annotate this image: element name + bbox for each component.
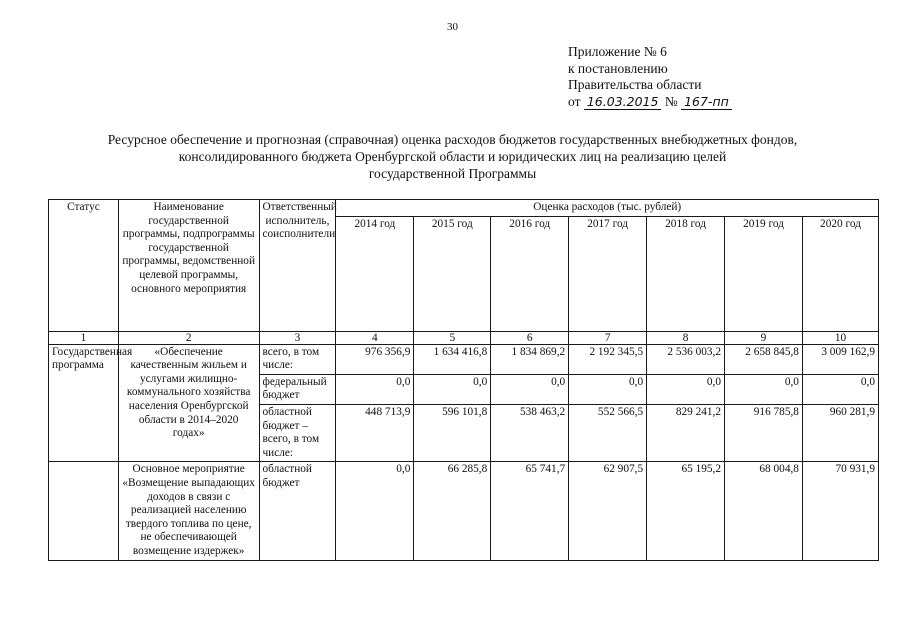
header-row [49, 200, 879, 217]
amount-cell: 0,0 [491, 374, 569, 404]
column-number: 2 [118, 331, 259, 344]
column-number: 3 [259, 331, 336, 344]
title-line-3: государственной Программы [368, 166, 537, 181]
amount-cell: 0,0 [647, 374, 725, 404]
amount-cell: 448 713,9 [336, 404, 414, 461]
amount-cell: 1 834 869,2 [491, 344, 569, 374]
header-year: 2020 год [802, 216, 878, 331]
amount-cell: 916 785,8 [725, 404, 803, 461]
amount-cell: 3 009 162,9 [802, 344, 878, 374]
number-label: № [664, 93, 678, 109]
column-number: 1 [49, 331, 119, 344]
resolution-date: 16.03.2015 [584, 95, 662, 110]
table-row-main-activity [49, 462, 879, 560]
row-executor: всего, в том числе: [259, 344, 336, 374]
appendix-line-resolution: к постановлению [568, 60, 668, 76]
amount-cell: 538 463,2 [491, 404, 569, 461]
amount-cell: 596 101,8 [414, 404, 491, 461]
column-number: 6 [491, 331, 569, 344]
amount-cell: 0,0 [569, 374, 647, 404]
amount-cell: 1 634 416,8 [414, 344, 491, 374]
table-row-total [49, 344, 879, 374]
column-number: 10 [802, 331, 878, 344]
amount-cell: 2 536 003,2 [647, 344, 725, 374]
amount-cell: 976 356,9 [336, 344, 414, 374]
program-status: Государственная программа [49, 344, 119, 462]
column-number: 4 [336, 331, 414, 344]
amount-cell: 2 192 345,5 [569, 344, 647, 374]
amount-cell: 68 004,8 [725, 462, 803, 560]
activity-name: Основное мероприятие «Возмещение выпадающих доходов в связи с реализацией населению твердого топлива по цене, не обеспечивающей возмещение издержек» [118, 462, 259, 560]
header-year: 2014 год [336, 216, 414, 331]
amount-cell: 62 907,5 [569, 462, 647, 560]
amount-cell: 960 281,9 [802, 404, 878, 461]
title-line-1: Ресурсное обеспечение и прогнозная (справочная) оценка расходов бюджетов государственных внебюджетных фондов, [107, 132, 798, 147]
row-executor: областной бюджет [259, 462, 336, 560]
amount-cell: 0,0 [414, 374, 491, 404]
header-status: Статус [49, 200, 119, 332]
appendix-date-line [568, 94, 732, 111]
amount-cell: 65 741,7 [491, 462, 569, 560]
from-label: от [568, 93, 581, 109]
amount-cell: 829 241,2 [647, 404, 725, 461]
amount-cell: 0,0 [725, 374, 803, 404]
activity-status [49, 462, 119, 560]
column-number: 8 [647, 331, 725, 344]
column-number: 5 [414, 331, 491, 344]
amount-cell: 0,0 [802, 374, 878, 404]
amount-cell: 70 931,9 [802, 462, 878, 560]
header-year: 2018 год [647, 216, 725, 331]
appendix-title: Приложение № 6 [568, 44, 667, 59]
header-executor: Ответственный исполнитель, соисполнители [259, 200, 336, 332]
amount-cell: 66 285,8 [414, 462, 491, 560]
header-estimate: Оценка расходов (тыс. рублей) [336, 200, 879, 217]
budget-table [48, 199, 879, 561]
header-name: Наименование государственной программы, подпрограммы государственной программы, ведомственной целевой программы, основного мероприятия [118, 200, 259, 332]
appendix-block [568, 44, 732, 110]
column-number: 7 [569, 331, 647, 344]
amount-cell: 2 658 845,8 [725, 344, 803, 374]
title-line-2: консолидированного бюджета Оренбургской области и юридических лиц на реализацию целей [178, 149, 727, 164]
amount-cell: 65 195,2 [647, 462, 725, 560]
resolution-number: 167-пп [681, 95, 732, 110]
header-year: 2016 год [491, 216, 569, 331]
header-year: 2019 год [725, 216, 803, 331]
amount-cell: 0,0 [336, 374, 414, 404]
document-title [30, 131, 875, 182]
amount-cell: 0,0 [336, 462, 414, 560]
row-executor: областной бюджет – всего, в том числе: [259, 404, 336, 461]
amount-cell: 552 566,5 [569, 404, 647, 461]
header-year: 2015 год [414, 216, 491, 331]
appendix-line-government: Правительства области [568, 77, 702, 92]
row-executor: федеральный бюджет [259, 374, 336, 404]
page-number: 30 [447, 21, 458, 33]
column-number-row [49, 331, 879, 344]
header-year: 2017 год [569, 216, 647, 331]
program-name: «Обеспечение качественным жильем и услугами жилищно-коммунального хозяйства населения Оренбургской области в 2014–2020 годах» [118, 344, 259, 462]
column-number: 9 [725, 331, 803, 344]
